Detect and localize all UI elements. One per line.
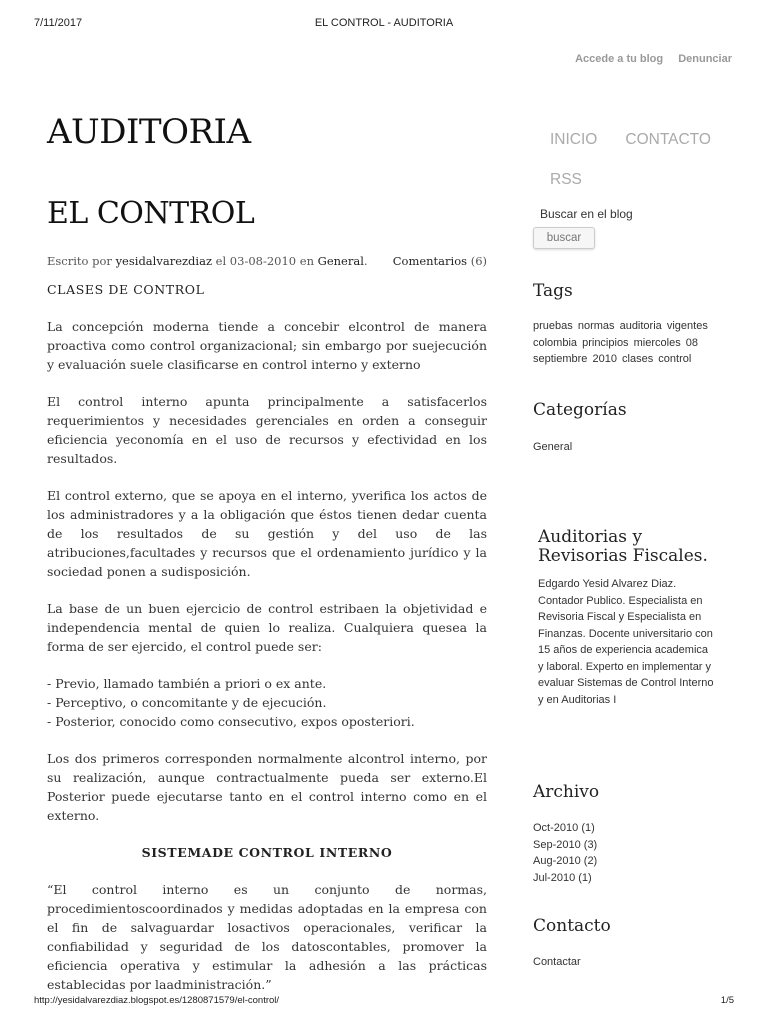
- archive-item: [533, 837, 597, 854]
- search-label: Buscar en el blog: [540, 207, 633, 221]
- archive-list: [533, 820, 597, 886]
- print-title: EL CONTROL - AUDITORIA: [314, 17, 454, 29]
- paragraph-2: El control interno apunta principalmente a satisfacerlos requerimientos y necesidades gerenciales en orden a conseguir eficiencia yeconomía en el uso de recursos y efectividad en los resultados.: [47, 394, 487, 466]
- print-date: 7/11/2017: [34, 17, 83, 29]
- paragraph-3: El control externo, que se apoya en el interno, yverifica los actos de los administradores y a la obligación que éstos tienen dedar cuenta de los resultados de su gestión y del uso de las atribuciones,facultades y recursos que el ordenamiento jurídico y la sociedad ponen a sudisposición.: [47, 488, 487, 579]
- menu-item-rss[interactable]: RSS: [550, 171, 582, 188]
- meta-end: .: [363, 254, 368, 268]
- tag-link[interactable]: principios: [582, 336, 629, 349]
- control-types-list: [47, 674, 487, 731]
- tag-link[interactable]: septiembre: [533, 353, 588, 365]
- archive-item: [533, 853, 597, 870]
- author-link[interactable]: yesidalvarezdiaz: [115, 254, 213, 268]
- heading-clases-de-control: CLASES DE CONTROL: [47, 282, 205, 297]
- tag-link[interactable]: miercoles: [633, 336, 681, 349]
- paragraph-5: Los dos primeros corresponden normalmente alcontrol interno, por su realización, aunque contractualmente pueda ser externo.El Posterior puede ejecutarse tanto en el control interno como en el externo.: [47, 751, 487, 823]
- tag-link[interactable]: pruebas: [533, 320, 573, 332]
- categories-list: [533, 439, 572, 456]
- post-title: EL CONTROL: [47, 196, 255, 231]
- contact-section: [533, 954, 581, 971]
- meta-date: el 03-08-2010 en: [215, 254, 314, 268]
- menu-item-home[interactable]: INICIO: [550, 131, 598, 148]
- tag-link[interactable]: control: [658, 353, 692, 365]
- category-link[interactable]: General: [317, 254, 364, 268]
- post-meta: [47, 254, 487, 268]
- comments-label: Comentarios: [392, 254, 468, 268]
- archive-count: (1): [578, 871, 592, 884]
- list-item: - Posterior, conocido como consecutivo, expos oposteriori.: [47, 714, 415, 729]
- comments-link[interactable]: [393, 254, 487, 268]
- about-text: Edgardo Yesid Alvarez Diaz. Contador Publico. Especialista en Revisoria Fiscal y Especialista en Finanzas. Docente universitario con 15 años de experiencia academica y laboral. Experto en implementar y evaluar Sistemas de Control Interno y en Auditorias I: [538, 578, 714, 706]
- tags-cloud: [533, 318, 713, 368]
- tag-link[interactable]: 2010: [592, 353, 617, 365]
- archive-item: [533, 820, 597, 837]
- report-link[interactable]: Denunciar: [678, 53, 732, 65]
- about-title: Auditorias y Revisorias Fiscales.: [538, 527, 708, 566]
- comments-count: (6): [470, 254, 487, 268]
- meta-prefix: Escrito por: [47, 254, 112, 268]
- archive-count: (2): [583, 855, 598, 867]
- paragraph-4: La base de un buen ejercicio de control estribaen la objetividad e independencia mental de quien lo realiza. Cualquiera quesea la forma de ser ejercido, el control puede ser:: [47, 601, 487, 654]
- list-item: - Perceptivo, o concomitante y de ejecución.: [47, 695, 327, 710]
- tag-link[interactable]: auditoria: [619, 320, 662, 332]
- archive-title: Archivo: [533, 782, 600, 802]
- archive-month-link[interactable]: Oct-2010: [533, 822, 579, 834]
- heading-sistema-control-interno: SISTEMADE CONTROL INTERNO: [141, 845, 393, 860]
- login-link[interactable]: Accede a tu blog: [575, 53, 664, 65]
- print-page-number: 1/5: [720, 995, 734, 1006]
- archive-item: [533, 870, 597, 887]
- categories-title: Categorías: [533, 400, 627, 420]
- main-menu: [550, 120, 750, 200]
- post-content: [47, 280, 487, 1012]
- paragraph-6: “El control interno es un conjunto de normas, procedimientoscoordinados y medidas adoptadas en la empresa con el fin de salvaguardar losactivos operacionales, verificar la confiabilidad y seguridad de los datoscontables, promover la eficiencia operativa y estimular la adhesión a las prácticas establecidas por laadministración.”: [47, 882, 487, 992]
- print-url: http://yesidalvarezdiaz.blogspot.es/1280871579/el-control/: [34, 995, 280, 1006]
- category-item-general[interactable]: General: [533, 441, 573, 453]
- archive-count: (1): [581, 822, 595, 834]
- contact-link[interactable]: Contactar: [533, 956, 581, 968]
- tag-link[interactable]: normas: [577, 320, 615, 332]
- archive-month-link[interactable]: Sep-2010: [533, 838, 581, 851]
- archive-month-link[interactable]: Aug-2010: [533, 855, 581, 867]
- contact-title: Contacto: [533, 916, 611, 936]
- archive-month-link[interactable]: Jul-2010: [533, 871, 576, 884]
- list-item: - Previo, llamado también a priori o ex ante.: [47, 676, 327, 691]
- paragraph-1: La concepción moderna tiende a concebir elcontrol de manera proactiva como control organizacional; sin embargo por suejecución y evaluación suele clasificarse en control interno y externo: [47, 319, 487, 372]
- top-navigation: [563, 53, 732, 65]
- tag-link[interactable]: vigentes: [666, 320, 708, 332]
- blog-title[interactable]: AUDITORIA: [47, 112, 251, 152]
- tag-link[interactable]: colombia: [533, 336, 578, 349]
- tags-title: Tags: [533, 281, 573, 301]
- tag-link[interactable]: 08: [685, 336, 699, 349]
- tag-link[interactable]: clases: [622, 353, 654, 365]
- archive-count: (3): [583, 838, 598, 851]
- search-button[interactable]: buscar: [533, 227, 595, 249]
- menu-item-contact[interactable]: CONTACTO: [625, 131, 711, 148]
